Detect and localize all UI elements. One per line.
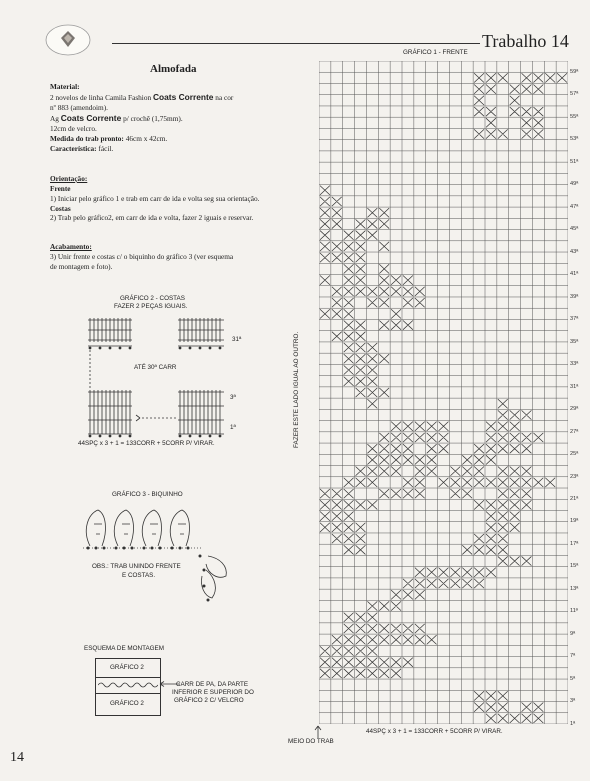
chart1-row-label: 43ª — [570, 248, 579, 255]
finish-section — [50, 242, 233, 272]
chart1-title: GRÁFICO 1 - FRENTE — [403, 49, 468, 56]
chart1-row-label: 53ª — [570, 136, 579, 143]
chart1-row-label: 1ª — [570, 720, 576, 727]
chart1-row-label: 21ª — [570, 496, 579, 503]
chart2-bottom-left-block — [88, 390, 132, 434]
material-heading: Material: — [50, 82, 80, 91]
chart2-bottom-right-block — [178, 390, 224, 434]
chart1-row-label: 41ª — [570, 271, 579, 278]
chart1-row-label: 7ª — [570, 653, 576, 660]
size-line: Medida do trab pronto: 46cm x 42cm. — [50, 134, 168, 144]
chart1-row-label: 29ª — [570, 406, 579, 413]
chart1-row-label: 45ª — [570, 226, 579, 233]
brand-name: Coats Corrente — [60, 113, 122, 124]
chart1-row-label: 27ª — [570, 428, 579, 435]
velcro-wave-icon — [98, 681, 158, 689]
header-rule — [112, 43, 480, 44]
orientation-section — [50, 174, 259, 223]
chart2-row-top: 31ª — [232, 336, 242, 343]
chart1-row-label: 11ª — [570, 608, 578, 615]
chart2-title: GRÁFICO 2 - COSTAS — [120, 295, 185, 302]
material-line-1: 2 novelos de linha Camila Fashion Coats Corrente na cor — [50, 91, 234, 102]
front-text: 1) Iniciar pelo gráfico 1 e trab em carr de ida e volta seg sua orientação. — [50, 193, 260, 203]
chart1-row-label: 57ª — [570, 91, 579, 98]
chart1-grid — [319, 61, 568, 724]
chart1-row-label: 31ª — [570, 383, 579, 390]
chart2-row-1: 1ª — [230, 424, 236, 431]
chart1-row-label: 5ª — [570, 675, 576, 682]
page-number: 14 — [10, 750, 24, 765]
chart1-row-label: 15ª — [570, 563, 579, 570]
assembly-divider-2 — [96, 693, 160, 694]
article-title: Almofada — [150, 63, 197, 75]
chart1-row-label: 49ª — [570, 181, 579, 188]
chart1-row-label: 9ª — [570, 630, 576, 637]
chart1-row-label: 33ª — [570, 361, 579, 368]
chart1-row-label: 55ª — [570, 113, 579, 120]
chart1-side-note: FAZER ESTE LADO IGUAL AO OUTRO. — [293, 331, 300, 448]
assembly-note-2: INFERIOR E SUPERIOR DO — [172, 689, 254, 696]
chart2-row-3: 3ª — [230, 394, 236, 401]
chart1-row-label: 23ª — [570, 473, 579, 480]
front-heading: Frente — [50, 183, 71, 193]
work-title: Trabalho 14 — [482, 31, 569, 51]
assembly-title: ESQUEMA DE MONTAGEM — [84, 645, 165, 652]
chart3-obs-1: OBS.: TRAB UNINDO FRENTE — [92, 563, 181, 570]
arrow-up-icon — [313, 724, 323, 738]
assembly-note-3: GRÁFICO 2 C/ VELCRO — [174, 697, 244, 704]
orientation-heading: Orientação: — [50, 174, 88, 183]
material-line-3: Ag Coats Corrente p/ crochê (1,75mm). — [50, 113, 183, 124]
chart3-diagram — [78, 500, 258, 608]
chart1-row-label: 35ª — [570, 338, 579, 345]
chart3-obs-2: E COSTAS. — [122, 572, 156, 579]
chart1-row-label: 3ª — [570, 698, 576, 705]
chart1-middle-label: MEIO DO TRAB — [288, 738, 334, 745]
chart2-top-left-block — [88, 318, 132, 346]
chart1-row-label: 17ª — [570, 540, 579, 547]
assembly-note-1: CARR DE PA, DA PARTE — [176, 681, 249, 688]
material-line-4: 12cm de velcro. — [50, 124, 97, 134]
chart2-diagram — [78, 310, 248, 450]
chart1-formula: 44SPÇ x 3 + 1 = 133CORR + 5CORR P/ VIRAR. — [366, 728, 503, 735]
chart1-row-label: 39ª — [570, 293, 579, 300]
chart2-top-right-block — [178, 318, 224, 346]
assembly-box-top: GRÁFICO 2 — [110, 664, 144, 671]
back-heading: Costas — [50, 203, 71, 213]
chart1-row-label: 47ª — [570, 203, 579, 210]
finish-line-1: 3) Unir frente e costas c/ o biquinho do gráfico 3 (ver esquema — [50, 251, 234, 261]
back-text: 2) Trab pelo gráfico2, em carr de ida e volta, fazer 2 iguais e reservar. — [50, 213, 254, 223]
chart1-row-label: 19ª — [570, 518, 579, 525]
chart3-title: GRÁFICO 3 - BIQUINHO — [112, 491, 183, 498]
brand-name: Coats Corrente — [152, 91, 214, 102]
finish-line-2: de montagem e foto). — [50, 261, 113, 271]
chart1-row-label: 37ª — [570, 316, 579, 323]
assembly-diagram — [95, 658, 161, 716]
assembly-divider — [96, 677, 160, 678]
assembly-box-bottom: GRÁFICO 2 — [110, 700, 144, 707]
feature-line: Característica: fácil. — [50, 144, 114, 154]
material-section — [50, 82, 233, 154]
chart1-row-label: 25ª — [570, 451, 579, 458]
ornament-logo-icon — [44, 22, 92, 58]
finish-heading: Acabamento: — [50, 242, 92, 251]
material-line-2: nº 883 (amendoim). — [50, 103, 108, 113]
chart1-row-label: 59ª — [570, 69, 579, 75]
chart2-formula: 44SPÇ x 3 + 1 = 133CORR + 5CORR P/ VIRAR. — [78, 440, 215, 447]
chart1-row-label: 13ª — [570, 585, 579, 592]
chart2-subtitle: FAZER 2 PEÇAS IGUAIS. — [114, 303, 188, 310]
chart2-until-row: ATÉ 30ª CARR — [134, 364, 177, 371]
chart1-row-label: 51ª — [570, 158, 579, 165]
